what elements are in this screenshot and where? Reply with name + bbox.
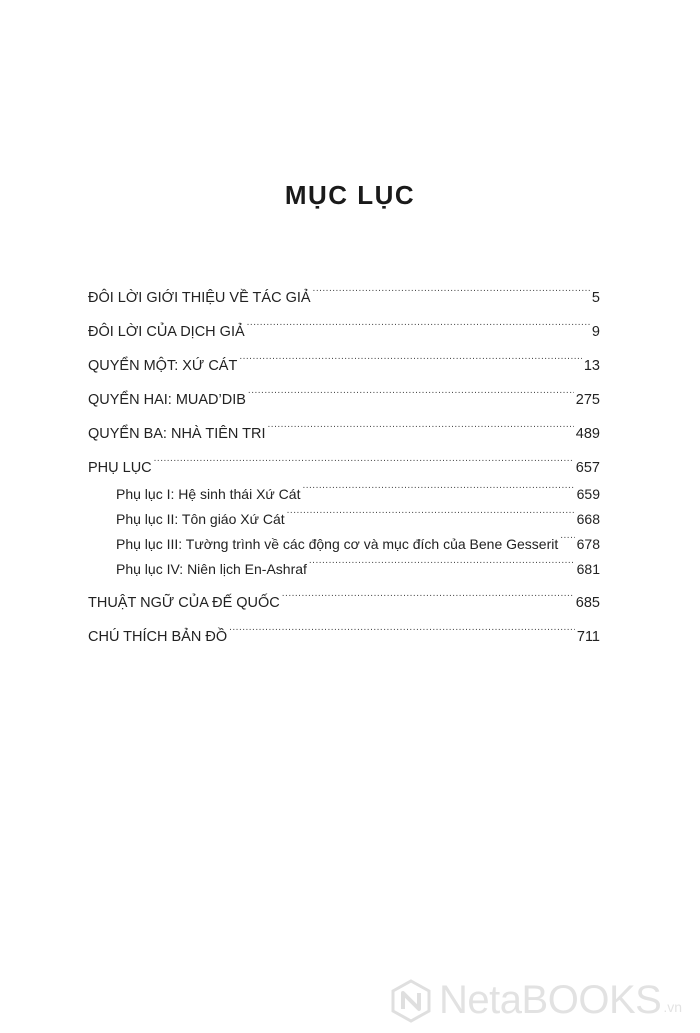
toc-entry [88, 626, 600, 648]
toc-entry-label: Phụ lục IV: Niên lịch En-Ashraf [116, 561, 307, 577]
toc-entry-label: Phụ lục II: Tôn giáo Xứ Cát [116, 511, 285, 527]
toc-page-number: 711 [576, 629, 600, 645]
toc-entry [88, 287, 600, 309]
toc-subentry [88, 508, 600, 530]
toc-page-number: 489 [575, 426, 600, 442]
watermark-brand: NetaBOOKS [439, 978, 662, 1022]
toc-leader-dots [302, 485, 574, 499]
toc-entry-label: PHỤ LỤC [88, 460, 152, 476]
table-of-contents [88, 287, 600, 660]
toc-entry-label: ĐÔI LỜI CỦA DỊCH GIẢ [88, 324, 245, 340]
toc-subentry [88, 483, 600, 505]
toc-leader-dots [247, 322, 590, 337]
toc-entry [88, 321, 600, 343]
toc-entry [88, 457, 600, 479]
page-title: MỤC LỤC [284, 180, 416, 210]
toc-page-number: 659 [576, 486, 600, 502]
toc-entry [88, 355, 600, 377]
toc-page-number: 9 [591, 324, 600, 340]
toc-page-number: 13 [583, 358, 600, 374]
toc-leader-dots [313, 288, 590, 303]
toc-leader-dots [229, 627, 575, 642]
toc-leader-dots [268, 424, 574, 439]
toc-page-number: 678 [576, 536, 600, 552]
toc-entry-label: QUYỂN MỘT: XỨ CÁT [88, 358, 238, 374]
toc-leader-dots [309, 560, 575, 574]
toc-entry [88, 423, 600, 445]
toc-entry-label: CHÚ THÍCH BẢN ĐỒ [88, 629, 228, 645]
toc-entry-label: ĐÔI LỜI GIỚI THIỆU VỀ TÁC GIẢ [88, 290, 311, 306]
toc-page-number: 5 [591, 290, 600, 306]
toc-page-number: 657 [575, 460, 600, 476]
toc-leader-dots [248, 390, 574, 405]
toc-entry-label: Phụ lục I: Hệ sinh thái Xứ Cát [116, 486, 301, 502]
toc-entry-label: Phụ lục III: Tường trình về các động cơ và mục đích của Bene Gesserit [116, 536, 559, 552]
toc-subentry [88, 533, 600, 555]
toc-leader-dots [239, 356, 582, 371]
toc-page-number: 668 [576, 511, 600, 527]
toc-leader-dots [154, 458, 574, 473]
toc-entry-label: QUYỂN BA: NHÀ TIÊN TRI [88, 426, 266, 442]
watermark [389, 978, 682, 1023]
toc-page-number: 681 [576, 561, 600, 577]
toc-entry [88, 592, 600, 614]
toc-subentry [88, 558, 600, 580]
toc-leader-dots [287, 510, 575, 524]
netabooks-logo-icon [389, 979, 433, 1023]
toc-page-number: 275 [575, 392, 600, 408]
toc-leader-dots [560, 535, 574, 549]
watermark-domain: .vn [663, 999, 682, 1015]
toc-entry-label: QUYỂN HAI: MUAD’DIB [88, 392, 246, 408]
toc-page-number: 685 [575, 595, 600, 611]
toc-entry-label: THUẬT NGỮ CỦA ĐẾ QUỐC [88, 595, 280, 611]
toc-entry [88, 389, 600, 411]
toc-leader-dots [282, 593, 574, 608]
